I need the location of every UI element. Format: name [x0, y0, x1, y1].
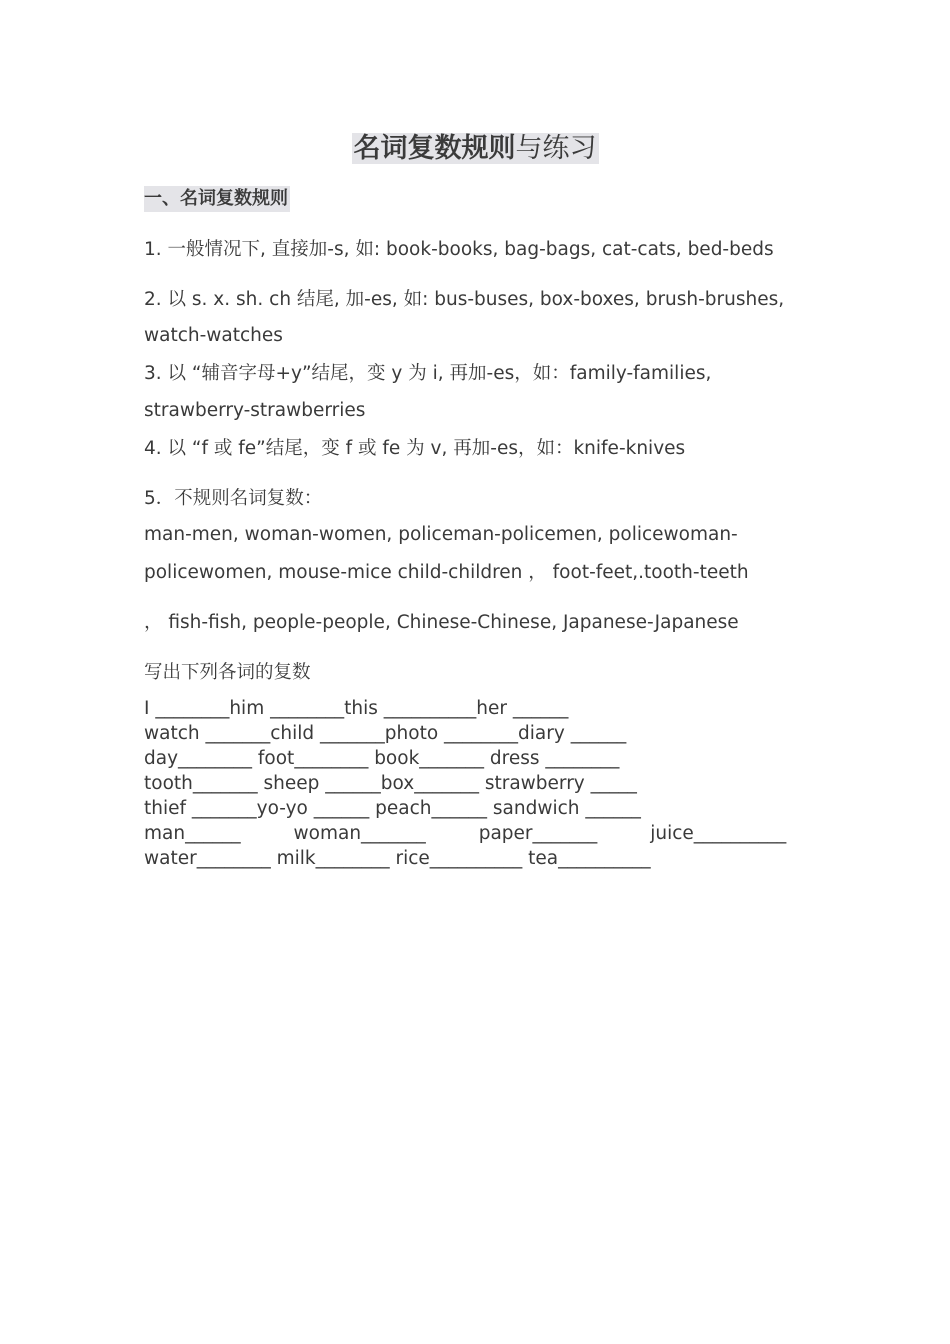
irregular-line-1: man-men, woman-women, policeman-policemen, policewoman-	[144, 524, 738, 545]
rule-line-4: 4. 以 “f 或 fe”结尾，变 f 或 fe 为 v, 再加-es，如：knife-knives	[144, 438, 686, 459]
title-bold-part: 名词复数规则	[353, 133, 516, 164]
title-normal-part: 与练习	[515, 133, 597, 164]
title-highlight	[352, 133, 599, 164]
rule-line-2-cont: watch-watches	[144, 325, 283, 346]
rule-line-5: 5．不规则名词复数：	[144, 488, 323, 509]
rule-line-1: 1. 一般情况下, 直接加-s, 如: book-books, bag-bags, cat-cats, bed-beds	[144, 239, 774, 260]
document-title	[0, 130, 950, 168]
exercise-line-7: water________ milk________ rice__________ tea__________	[144, 848, 651, 869]
rule-line-2: 2. 以 s. x. sh. ch 结尾, 加-es, 如: bus-buses, box-boxes, brush-brushes,	[144, 289, 785, 310]
exercise-line-2: watch _______child _______photo ________diary ______	[144, 723, 627, 744]
rule-line-3: 3. 以 “辅音字母+y”结尾，变 y 为 i, 再加-es，如：family-families,	[144, 363, 712, 384]
section-heading: 一、名词复数规则	[144, 186, 290, 212]
exercise-line-5: thief _______yo-yo ______ peach______ sandwich ______	[144, 798, 641, 819]
exercise-line-3: day________ foot________ book_______ dress ________	[144, 748, 620, 769]
exercise-line-1: I ________him ________this __________her ______	[144, 698, 569, 719]
exercise-line-4: tooth_______ sheep ______box_______ strawberry _____	[144, 773, 637, 794]
exercise-line-6: man______ woman_______ paper_______ juice__________	[144, 823, 787, 844]
rule-line-3-cont: strawberry-strawberries	[144, 400, 366, 421]
irregular-line-3: ， fish-fish, people-people, Chinese-Chinese, Japanese-Japanese	[144, 612, 739, 633]
irregular-line-2: policewomen, mouse-mice child-children ， foot-feet,.tooth-teeth	[144, 562, 749, 583]
exercise-heading: 写出下列各词的复数	[144, 662, 311, 683]
